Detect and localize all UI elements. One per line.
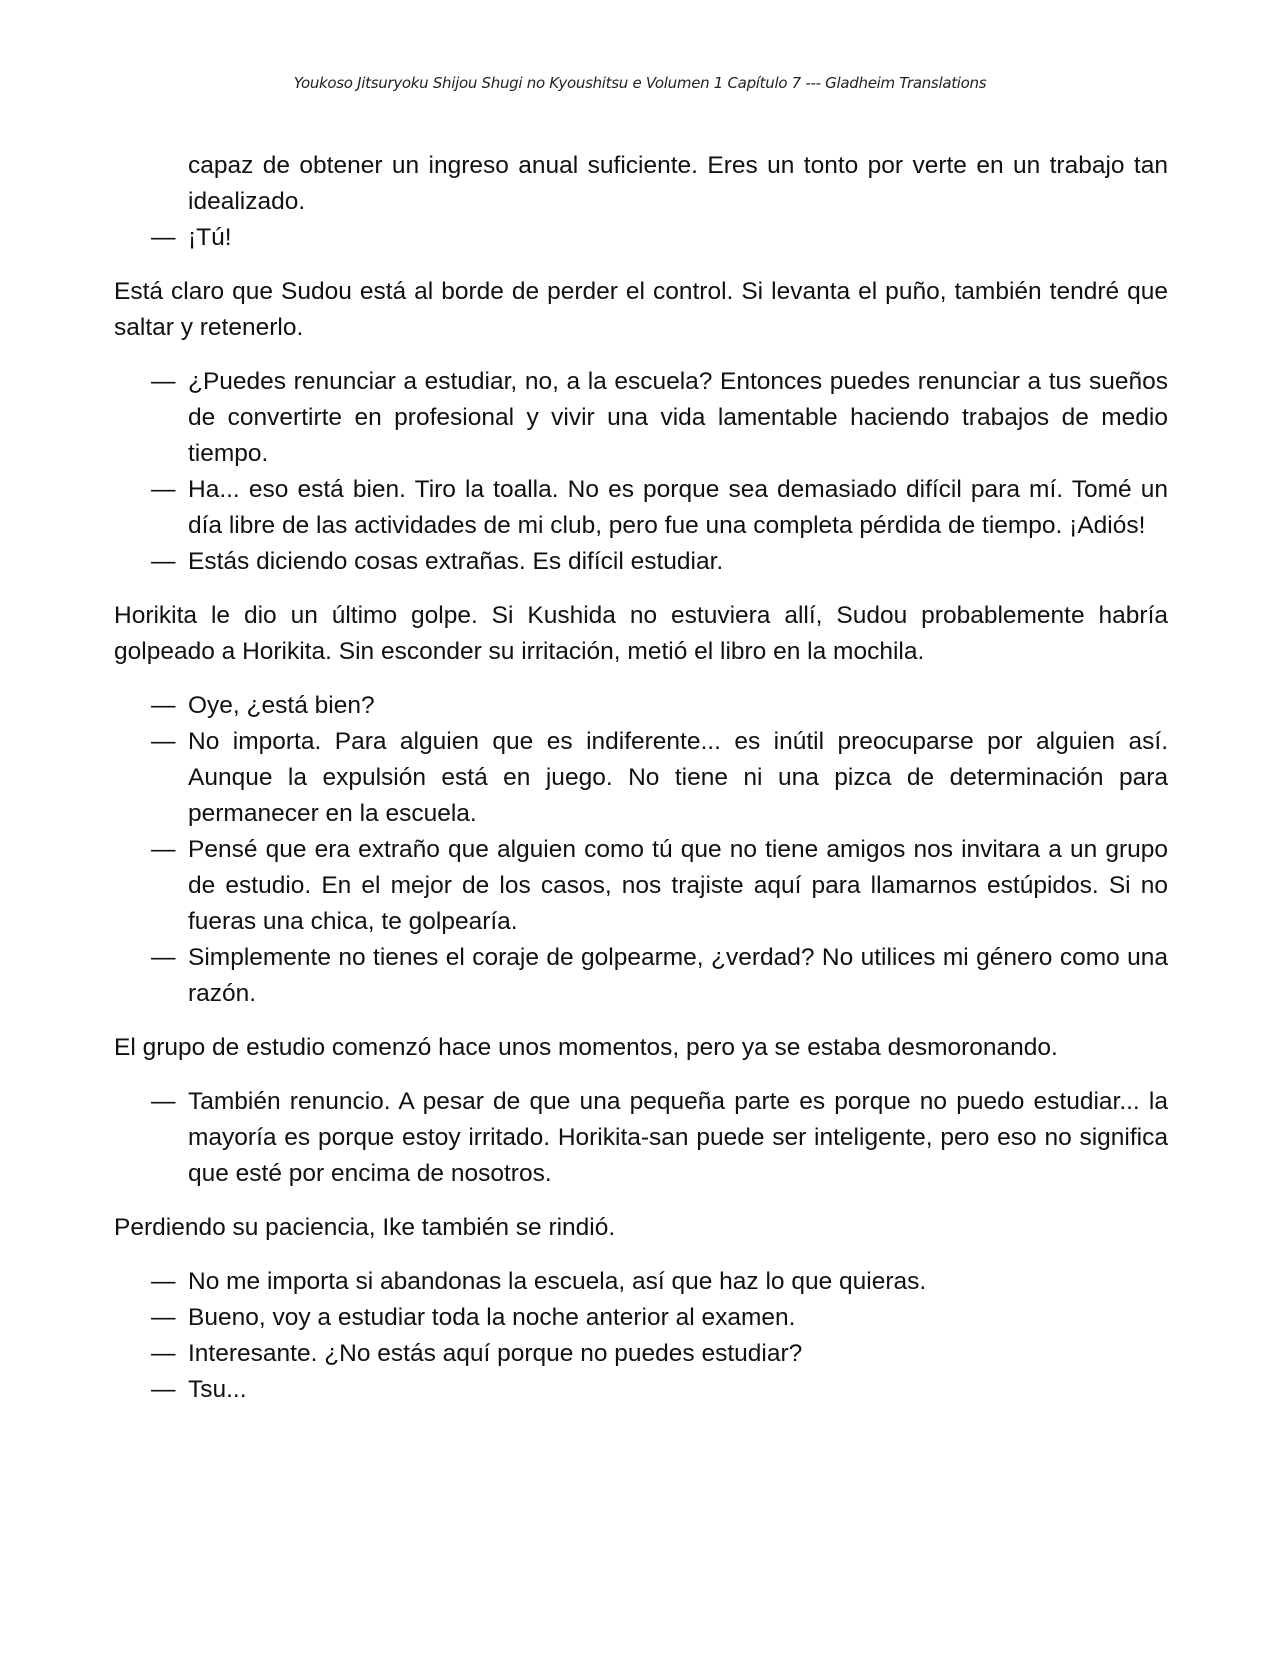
em-dash: — <box>151 1268 176 1295</box>
em-dash: — <box>151 728 176 755</box>
dialogue-text: También renuncio. A pesar de que una pequeña parte es porque no puedo estudiar... la mayoría es porque estoy irritado. Horikita-san puede ser inteligente, pero eso no significa que esté por encima de nosotros. <box>188 1088 1168 1187</box>
dialogue-text: Simplemente no tienes el coraje de golpearme, ¿verdad? No utilices mi género como una razón. <box>188 944 1168 1007</box>
dialogue-line <box>114 1372 1168 1408</box>
dialogue-line <box>114 1264 1168 1300</box>
em-dash: — <box>151 1088 176 1115</box>
dialogue-block <box>114 364 1168 580</box>
dialogue-block <box>114 688 1168 1012</box>
em-dash: — <box>151 1376 176 1403</box>
dialogue-continuation: capaz de obtener un ingreso anual suficiente. Eres un tonto por verte en un trabajo tan idealizado. <box>188 152 1168 215</box>
paragraph: Horikita le dio un último golpe. Si Kushida no estuviera allí, Sudou probablemente habría golpeado a Horikita. Sin esconder su irritación, metió el libro en la mochila. <box>114 602 1168 665</box>
em-dash: — <box>151 476 176 503</box>
em-dash: — <box>151 368 176 395</box>
dialogue-line <box>114 220 1168 256</box>
dialogue-text: ¡Tú! <box>188 224 232 251</box>
em-dash: — <box>151 1304 176 1331</box>
dialogue-text: ¿Puedes renunciar a estudiar, no, a la escuela? Entonces puedes renunciar a tus sueños de convertirte en profesional y vivir una vida lamentable haciendo trabajos de medio tiempo. <box>188 368 1168 467</box>
dialogue-line <box>114 832 1168 940</box>
dialogue-line <box>114 364 1168 472</box>
em-dash: — <box>151 944 176 971</box>
dialogue-block <box>114 148 1168 256</box>
dialogue-text: Pensé que era extraño que alguien como tú que no tiene amigos nos invitara a un grupo de estudio. En el mejor de los casos, nos trajiste aquí para llamarnos estúpidos. Si no fueras una chica, te golpearía. <box>188 836 1168 935</box>
em-dash: — <box>151 836 176 863</box>
dialogue-text: Interesante. ¿No estás aquí porque no puedes estudiar? <box>188 1340 803 1367</box>
dialogue-block <box>114 1264 1168 1408</box>
dialogue-line <box>114 1336 1168 1372</box>
dialogue-line <box>114 688 1168 724</box>
dialogue-line <box>114 724 1168 832</box>
dialogue-line <box>114 1300 1168 1336</box>
dialogue-text: No me importa si abandonas la escuela, así que haz lo que quieras. <box>188 1268 927 1295</box>
em-dash: — <box>151 692 176 719</box>
dialogue-text: Oye, ¿está bien? <box>188 692 375 719</box>
dialogue-line <box>114 472 1168 544</box>
paragraph: Perdiendo su paciencia, Ike también se rindió. <box>114 1214 616 1241</box>
dialogue-text: Tsu... <box>188 1376 247 1403</box>
document-body <box>114 148 1168 1426</box>
em-dash: — <box>151 1340 176 1367</box>
dialogue-line <box>114 940 1168 1012</box>
dialogue-text: Ha... eso está bien. Tiro la toalla. No es porque sea demasiado difícil para mí. Tomé un día libre de las actividades de mi club, pero fue una completa pérdida de tiempo. ¡Adiós! <box>188 476 1168 539</box>
paragraph: El grupo de estudio comenzó hace unos momentos, pero ya se estaba desmoronando. <box>114 1034 1058 1061</box>
em-dash: — <box>151 224 176 251</box>
dialogue-text: No importa. Para alguien que es indiferente... es inútil preocuparse por alguien así. Aunque la expulsión está en juego. No tiene ni una pizca de determinación para permanecer en la escuela. <box>188 728 1168 827</box>
paragraph: Está claro que Sudou está al borde de perder el control. Si levanta el puño, también tendré que saltar y retenerlo. <box>114 278 1168 341</box>
dialogue-block <box>114 1084 1168 1192</box>
dialogue-text: Estás diciendo cosas extrañas. Es difícil estudiar. <box>188 548 724 575</box>
page-header: Youkoso Jitsuryoku Shijou Shugi no Kyoushitsu e Volumen 1 Capítulo 7 --- Gladheim Translations <box>293 74 987 92</box>
dialogue-line <box>114 544 1168 580</box>
dialogue-line <box>114 1084 1168 1192</box>
em-dash: — <box>151 548 176 575</box>
dialogue-text: Bueno, voy a estudiar toda la noche anterior al examen. <box>188 1304 796 1331</box>
